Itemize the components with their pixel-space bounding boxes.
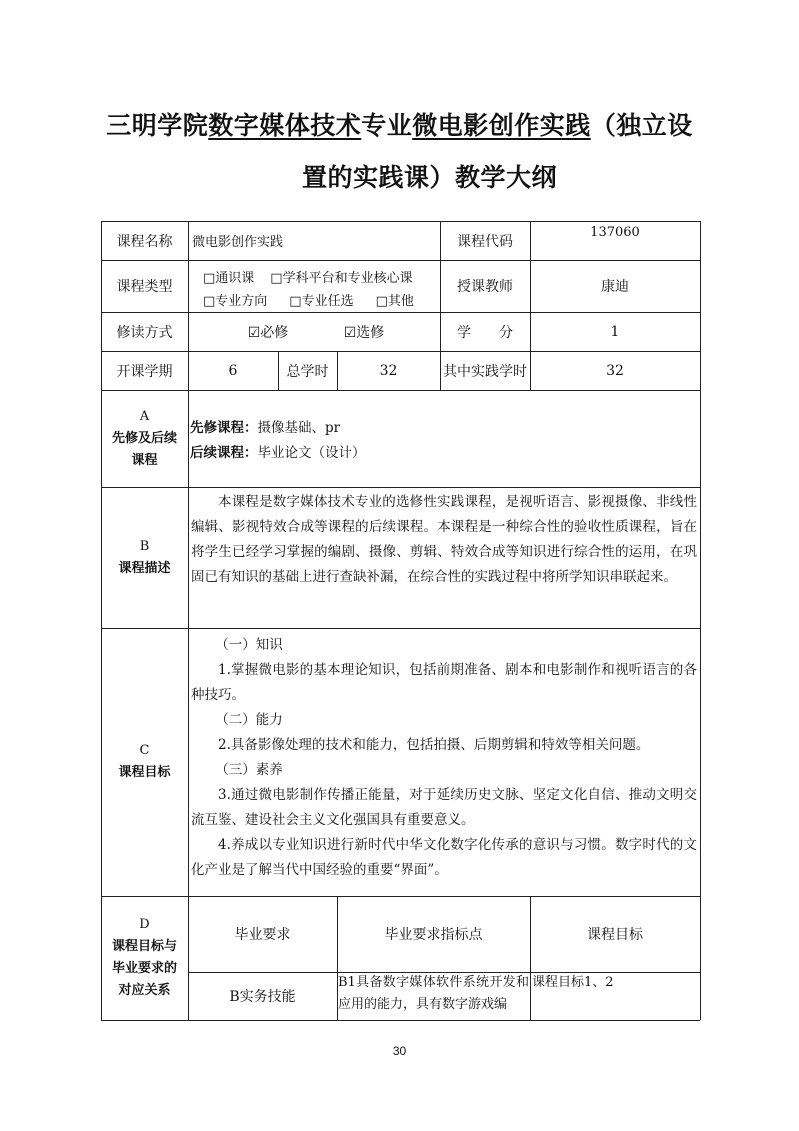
course-type-options-row-1	[203, 265, 440, 287]
course-type-label: 课程类型	[116, 279, 173, 295]
study-mode-label: 修读方式	[116, 324, 173, 341]
title-suffix: （独立设	[590, 111, 693, 140]
total-hours-value: 32	[379, 362, 398, 379]
option-core-course[interactable]: □学科平台和专业核心课	[270, 270, 413, 286]
option-major-direction[interactable]: □专业方向	[203, 293, 268, 309]
term-value: 6	[228, 362, 238, 379]
objective-heading-ability: （二）能力	[215, 712, 283, 728]
objective-heading-knowledge: （一）知识	[215, 637, 283, 653]
table-cell-objective	[532, 972, 698, 994]
section-c-title: 课程目标	[118, 765, 171, 780]
course-name-label: 课程名称	[116, 233, 173, 250]
option-general-course[interactable]: □通识课	[203, 270, 255, 286]
section-a-letter: A	[139, 408, 150, 424]
table-cell-requirement: B实务技能	[229, 989, 296, 1005]
credit-value: 1	[610, 323, 620, 340]
option-other[interactable]: □其他	[375, 293, 414, 309]
section-a-title-2: 课程	[131, 452, 158, 468]
table-header-indicator: 毕业要求指标点	[384, 927, 483, 943]
objective-2: 2.具备影像处理的技术和能力，包括拍摄、后期剪辑和特效等相关问题。	[218, 737, 650, 753]
checkbox-required[interactable]: ☑必修	[247, 324, 289, 341]
course-type-options-row-2	[203, 288, 440, 310]
section-c-label	[101, 628, 188, 896]
objective-3: 3.通过微电影制作传播正能量，对于延续历史文脉、坚定文化自信、推动文明交流互鉴、建设社会主义文化强国具有重要意义。	[191, 787, 697, 828]
page-number: 30	[392, 1044, 407, 1058]
objective-text: 课程目标1、2	[532, 975, 614, 990]
section-c-letter: C	[139, 743, 150, 758]
follow-up-value: 毕业论文（设计）	[257, 445, 366, 461]
section-d-letter: D	[139, 917, 150, 932]
course-code-label: 课程代码	[457, 233, 513, 250]
total-hours-label: 总学时	[286, 363, 329, 380]
practice-hours-label: 其中实践学时	[443, 363, 527, 380]
title-major: 数字媒体技术	[208, 111, 362, 140]
course-description: 本课程是数字媒体技术专业的选修性实践课程，是视听语言、影视摄像、非线性编辑、影视特效合成等课程的后续课程。本课程是一种综合性的验收性质课程，旨在将学生已经学习掌握的编剧、摄像、剪辑、特效合成等知识进行综合性的运用，在巩固已有知识的基础上进行查缺补漏，在综合性的实践过程中将所学知识串联起来。	[191, 494, 697, 585]
section-d-title-2: 毕业要求的	[111, 961, 177, 976]
objective-heading-quality: （三）素养	[215, 762, 283, 778]
course-name-value: 微电影创作实践	[192, 235, 284, 250]
section-d-title-1: 课程目标与	[111, 939, 177, 954]
teacher-label: 授课教师	[457, 279, 513, 295]
prerequisite-label: 先修课程：	[190, 420, 258, 436]
section-d-title-3: 对应关系	[118, 983, 171, 998]
document-title-line-1	[0, 106, 799, 142]
practice-hours-value: 32	[606, 362, 624, 379]
title-zhuanye: 专业	[361, 111, 413, 140]
course-code-value: 137060	[590, 224, 640, 240]
table-header-graduation-requirement: 毕业要求	[234, 927, 291, 943]
section-b-content	[191, 490, 697, 590]
indicator-text: B1具备数字媒体软件系统开发和应用的能力，具有数字游戏编	[338, 975, 529, 1012]
objective-1: 1.掌握微电影的基本理论知识，包括前期准备、剧本和电影制作和视听语言的各种技巧。	[191, 662, 697, 703]
section-a-label	[101, 390, 188, 487]
title-prefix: 三明学院	[106, 111, 209, 140]
follow-up-label: 后续课程：	[190, 445, 258, 461]
table-header-course-objective: 课程目标	[587, 927, 643, 943]
credit-label: 学 分	[457, 324, 513, 341]
section-d-label	[101, 896, 188, 1020]
title-course: 微电影创作实践	[412, 111, 591, 140]
teacher-value: 康迪	[601, 279, 629, 295]
section-b-label	[101, 487, 188, 628]
section-a-content	[190, 416, 695, 466]
section-b-title: 课程描述	[118, 560, 171, 576]
objective-4: 4.养成以专业知识进行新时代中华文化数字化传承的意识与习惯。数字时代的文化产业是了解当代中国经验的重要“界面”。	[191, 837, 697, 878]
section-a-title-1: 先修及后续	[111, 430, 177, 446]
prerequisite-value: 摄像基础、pr	[257, 420, 341, 436]
checkbox-elective[interactable]: ☑选修	[343, 324, 385, 341]
term-label: 开课学期	[116, 363, 173, 380]
document-title-line-2: 置的实践课）教学大纲	[301, 163, 557, 192]
section-b-letter: B	[139, 538, 150, 554]
section-c-content	[191, 633, 697, 883]
option-major-elective[interactable]: □专业任选	[289, 293, 354, 309]
table-cell-indicator	[338, 972, 529, 1020]
